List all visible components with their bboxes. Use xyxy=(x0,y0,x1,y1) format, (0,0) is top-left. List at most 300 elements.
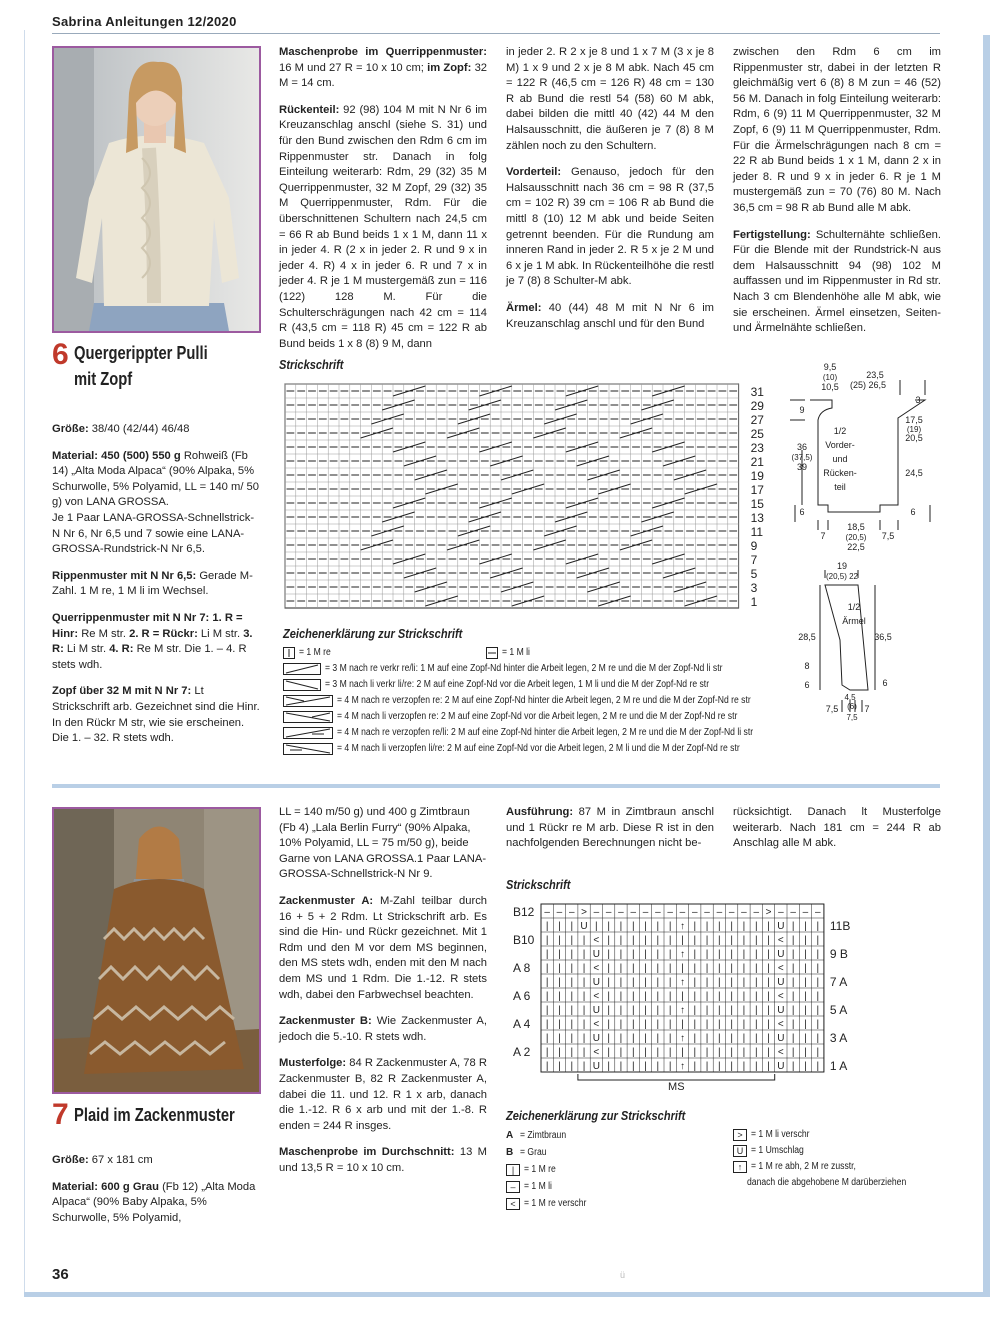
chart7-stitch: | xyxy=(742,1047,746,1058)
project-6-col1 xyxy=(52,422,260,758)
groesse-value: 38/40 (42/44) 46/48 xyxy=(91,423,190,435)
chart7-stitch: U xyxy=(777,1033,785,1044)
chart7-stitch: | xyxy=(816,949,820,960)
chart7-stitch: < xyxy=(593,963,600,974)
chart7-stitch: | xyxy=(804,991,807,1002)
project-6-legend-title: Zeichenerklärung zur Strickschrift xyxy=(283,626,463,641)
chart7-stitch: | xyxy=(545,1005,549,1016)
chart7-stitch: | xyxy=(619,977,623,988)
chart7-stitch: – xyxy=(790,907,796,918)
zopf-text: Lt Strickschrift arb. Gezeichnet sind die Hinr. In den Rückr M str, wie sie erscheinen. Die 1. – 32. R stets wdh. xyxy=(52,685,260,745)
chart7-stitch: | xyxy=(705,1019,709,1030)
cable-4-left-purl-symbol xyxy=(283,743,333,755)
chart6-row-number: 7 xyxy=(750,553,758,567)
p7-legend-dec xyxy=(733,1159,953,1175)
chart7-stitch: | xyxy=(668,1047,672,1058)
chart7-stitch: | xyxy=(607,1047,610,1058)
chart7-stitch: | xyxy=(816,991,820,1002)
chart7-stitch: | xyxy=(718,991,721,1002)
chart7-stitch: | xyxy=(693,991,697,1002)
label-querrippen: Querrippenmuster mit N Nr 7: 1. R = Hinr: xyxy=(52,611,243,640)
dim-bottom-75: 7,5 xyxy=(881,531,895,541)
chart7-stitch: ↑ xyxy=(679,921,685,932)
legend-row-c4 xyxy=(283,709,783,725)
chart7-stitch: | xyxy=(570,963,574,974)
sweater-photo xyxy=(52,46,261,333)
chart7-stitch: | xyxy=(668,1061,672,1072)
chart7-stitch: < xyxy=(777,935,784,946)
p7-label-folge: Musterfolge: xyxy=(279,1057,347,1070)
chart7-stitch: | xyxy=(791,963,795,974)
chart7-stitch: | xyxy=(619,1033,623,1044)
chart7-stitch: | xyxy=(619,963,623,974)
querrippen-text-g: Re M str. Die 1. – 4. R stets wdh. xyxy=(52,643,247,671)
chart7-stitch: – xyxy=(618,907,624,918)
legend-text-c2: = 3 M nach li verkr li/re: 2 M auf eine Zopf-Nd vor die Arbeit legen, 1 M li und die M der Zopf-Nd re str xyxy=(325,679,710,690)
zigzag-knitting-chart xyxy=(505,900,885,1098)
legend-row-c5 xyxy=(283,725,783,741)
chart7-stitch: | xyxy=(545,991,549,1002)
chart7-stitch: | xyxy=(619,1005,623,1016)
chart7-stitch: < xyxy=(593,935,600,946)
label-groesse: Größe: xyxy=(52,423,89,435)
chart7-stitch: | xyxy=(693,935,697,946)
chart7-stitch: | xyxy=(767,977,770,988)
chart7-stitch: | xyxy=(668,949,672,960)
chart7-stitch: | xyxy=(742,1005,746,1016)
legend-text-c1: = 3 M nach re verkr re/li: 1 M auf eine Zopf-Nd hinter die Arbeit legen, 2 M re und die M der Zopf-Nd li str xyxy=(325,663,723,674)
chart7-stitch: – xyxy=(605,907,612,918)
dim-left-6: 6 xyxy=(799,507,805,517)
chart7-left-label: A 2 xyxy=(513,1045,531,1059)
chart6-row-number: 9 xyxy=(750,539,758,553)
chart7-stitch: | xyxy=(705,977,709,988)
chart7-stitch: | xyxy=(668,963,672,974)
chart7-stitch: | xyxy=(730,963,733,974)
chart7-stitch: ↑ xyxy=(679,949,685,960)
chart7-stitch: | xyxy=(607,991,610,1002)
chart7-stitch: | xyxy=(607,963,610,974)
chart7-stitch: U xyxy=(777,949,785,960)
chart7-stitch: | xyxy=(816,963,820,974)
chart7-stitch: U xyxy=(580,921,588,932)
chart6-row-number: 23 xyxy=(750,441,764,455)
chart7-stitch: | xyxy=(582,1047,586,1058)
p7-label-groesse: Größe: xyxy=(52,1154,89,1166)
chart7-stitch: | xyxy=(804,921,807,932)
chart7-stitch: | xyxy=(767,991,770,1002)
chart7-stitch: – xyxy=(802,907,809,918)
sleeve-dim-bracket: (6) xyxy=(847,702,857,711)
querrippen-label-b: 2. R = Rückr: xyxy=(129,627,198,640)
chart7-stitch: | xyxy=(570,935,574,946)
project-7-col4 xyxy=(733,805,941,863)
chart7-stitch: – xyxy=(655,907,661,918)
chart7-stitch: | xyxy=(681,991,684,1002)
chart7-stitch: | xyxy=(730,1061,733,1072)
sleeve-dim-6r: 6 xyxy=(882,678,888,688)
chart7-stitch: < xyxy=(777,1047,784,1058)
project-6-legend xyxy=(283,645,783,757)
chart7-stitch: | xyxy=(742,949,746,960)
chart7-stitch: | xyxy=(619,1047,623,1058)
legend-row-re xyxy=(283,645,783,661)
chart7-stitch: | xyxy=(754,963,758,974)
chart7-stitch: | xyxy=(816,977,820,988)
chart7-stitch: | xyxy=(545,949,549,960)
chart7-stitch: – xyxy=(593,907,600,918)
chart7-stitch: < xyxy=(593,1047,600,1058)
p7-legend-text-li: = 1 M li xyxy=(524,1181,552,1192)
sleeve-dim-365: 36,5 xyxy=(874,632,892,642)
querrippen-label-f: 4. R: xyxy=(109,643,134,656)
chart7-stitch: | xyxy=(730,991,733,1002)
project-7-col1 xyxy=(52,1153,260,1237)
chart7-stitch: | xyxy=(693,963,697,974)
chart7-stitch: | xyxy=(718,1061,721,1072)
chart7-stitch: | xyxy=(656,1047,660,1058)
project-7-number: 7 xyxy=(52,1098,69,1131)
page-frame-bottom xyxy=(24,1292,990,1297)
chart7-stitch: – xyxy=(556,907,563,918)
chart7-stitch: | xyxy=(570,1047,574,1058)
chart7-stitch: | xyxy=(804,935,807,946)
chart7-stitch: > xyxy=(581,907,587,918)
p7-yarn-over-symbol: U xyxy=(733,1145,747,1157)
p7-ausf: 87 M in Zimtbraun anschl und 1 Rückr re M arb. Diese R ist in den nachfolgenden Berechnungen nicht be- xyxy=(506,806,714,850)
chart7-stitch: | xyxy=(754,921,758,932)
chart7-left-label: A 4 xyxy=(513,1017,531,1031)
chart7-stitch: | xyxy=(705,991,709,1002)
chart7-stitch: | xyxy=(681,1019,684,1030)
chart7-stitch: | xyxy=(718,977,721,988)
chart7-stitch: | xyxy=(545,977,549,988)
sleeve-dim-7: 7 xyxy=(864,704,870,714)
chart7-stitch: | xyxy=(791,921,795,932)
sleeve-dim-75b: 7,5 xyxy=(846,713,858,722)
chart7-stitch: | xyxy=(730,949,733,960)
chart7-stitch: – xyxy=(728,907,735,918)
chart7-stitch: | xyxy=(742,963,746,974)
cable-4-right-purl-symbol xyxy=(283,727,333,739)
chart7-stitch: | xyxy=(804,1005,807,1016)
legend-text-re: = 1 M re xyxy=(299,647,331,658)
chart7-stitch: | xyxy=(644,1033,647,1044)
p7-col2-start: LL = 140 m/50 g) und 400 g Zimtbraun (Fb 4) „Lala Berlin Furry“ (90% Alpaka, 10% Polyamid, LL = 75 m/50 g), beide Garne von LANA GROSSA.1 Paar LANA-GROSSA-Schnellstrick-N Nr 9. xyxy=(279,806,487,881)
chart7-right-label: 7 A xyxy=(829,975,848,989)
p7-legend-text-liverschr: = 1 M li verschr xyxy=(751,1129,810,1140)
chart7-stitch: | xyxy=(681,935,684,946)
cable-4-right-symbol xyxy=(283,695,333,707)
chart7-stitch: | xyxy=(730,977,733,988)
p7-label-probe: Maschenprobe im Durchschnitt: xyxy=(279,1146,455,1159)
col4-continuation: zwischen den Rdm 6 cm im Rippenmuster str, dabei in der letzten R gleichmäßig vert 6 (8) 8 M zun = 46 (52) 56 M. Danach in folg Einteilung weiterarb: Rdm, 6 (9) 11 M Querrippenmuster, 32 M Zopf, 6 (9) 11 M Querrippenmuster, Rdm. Für die Ärmelschrägungen nach 8 cm = 22 R ab Bund beids 1 x 1 M, dann 2 x in jeder 8. R und 9 x in jeder 6. R je 1 M mustergemäß zun = 70 (76) 80 M. Nach 36,5 cm = 98 R ab Bund alle M abk. xyxy=(733,46,941,214)
chart7-stitch: | xyxy=(767,935,770,946)
p7-zackenB: Wie Zackenmuster A, jedoch die 5.-10. R stets wdh. xyxy=(279,1015,487,1043)
chart7-stitch: U xyxy=(777,1005,785,1016)
chart7-stitch: ↑ xyxy=(679,1005,685,1016)
dim-top-b: (10) xyxy=(822,373,838,382)
page-frame-left xyxy=(24,30,25,1295)
dim-left-39: 39 xyxy=(796,462,808,472)
chart7-stitch: | xyxy=(644,1019,647,1030)
chart7-stitch: | xyxy=(582,935,586,946)
chart7-stitch: | xyxy=(558,1005,561,1016)
chart7-stitch: | xyxy=(767,921,770,932)
chart7-stitch: – xyxy=(691,907,698,918)
chart7-stitch: | xyxy=(718,1005,721,1016)
chart6-row-number: 27 xyxy=(750,413,764,427)
project-6-title-line2: mit Zopf xyxy=(73,369,132,389)
chart7-stitch: | xyxy=(681,1047,684,1058)
chart7-stitch: | xyxy=(644,977,647,988)
chart7-stitch: | xyxy=(570,949,574,960)
chart7-stitch: | xyxy=(791,1047,795,1058)
p7-legend-li xyxy=(506,1178,726,1195)
chart7-stitch: ↑ xyxy=(679,1061,685,1072)
chart7-stitch: U xyxy=(777,977,785,988)
chart7-stitch: | xyxy=(656,1033,660,1044)
chart7-stitch: | xyxy=(558,963,561,974)
fertigstellung-text: Schulternähte schließen. Für die Blende mit der Rundstrick-N aus dem Halsausschnitt 94 (98) 102 M auffassen und im Rippenmuster in Rd str. Nach 3 cm Blendenhöhe alle M abk, wie sie erscheinen. Ärmel einsetzen, Seiten- und Ärmelnähte schließen. xyxy=(733,228,942,335)
chart7-stitch: | xyxy=(668,1005,672,1016)
chart7-stitch: | xyxy=(754,949,758,960)
chart7-stitch: | xyxy=(705,921,709,932)
chart7-stitch: | xyxy=(545,1019,549,1030)
body-label-3: und xyxy=(832,454,848,464)
chart7-right-label: 5 A xyxy=(829,1003,848,1017)
sleeve-label-2: Ärmel xyxy=(842,616,866,626)
p7-double-decrease-symbol: ↑ xyxy=(733,1161,747,1173)
chart7-right-label: 9 B xyxy=(829,947,848,961)
chart7-stitch: | xyxy=(791,949,795,960)
p7-material: (Fb 12) „Alta Moda Alpaca“ (90% Baby Alpaka, 5% Schurwolle, 5% Polyamid, xyxy=(52,1180,256,1224)
chart7-stitch: | xyxy=(545,1033,549,1044)
chart7-stitch: | xyxy=(742,1033,746,1044)
querrippen-label-d: 3. R: xyxy=(52,627,253,656)
chart7-stitch: | xyxy=(668,977,672,988)
chart7-left-label: B12 xyxy=(513,905,535,919)
chart7-stitch: | xyxy=(767,963,770,974)
vorderteil-text: Genauso, jedoch für den Halsausschnitt nach 36 cm = 98 R (37,5 cm = 102 R) 39 cm = 106 R ab Bund die mittl 8 (10) 12 M abk und beide Seiten getrennt beenden. Für die Rundung am inneren Rand in jeder 2. R 5 x je 2 M und 6 x je 1 M abk. In Rückenteilhöhe die restl je 7 (8) 8 Schulter-M abk. xyxy=(506,166,714,288)
dim-top-d: 23,5 xyxy=(866,370,884,380)
project-6-title-line1: Quergerippter Pulli xyxy=(73,343,208,363)
chart7-stitch: | xyxy=(644,1047,647,1058)
dim-right-6: 6 xyxy=(910,507,916,517)
chart7-stitch: | xyxy=(681,963,684,974)
chart7-stitch: | xyxy=(656,963,660,974)
sleeve-dim-2022: (20,5) 22 xyxy=(825,572,859,581)
chart7-stitch: | xyxy=(804,963,807,974)
chart7-stitch: | xyxy=(558,991,561,1002)
chart7-stitch: | xyxy=(693,1047,697,1058)
ms-label: MS xyxy=(668,1081,685,1093)
chart7-stitch: – xyxy=(716,907,723,918)
chart7-stitch: | xyxy=(742,935,746,946)
chart7-stitch: | xyxy=(816,1019,820,1030)
chart7-stitch: | xyxy=(791,977,795,988)
chart7-stitch: | xyxy=(791,1019,795,1030)
chart6-row-number: 25 xyxy=(750,427,764,441)
chart7-stitch: | xyxy=(582,949,586,960)
chart7-stitch: | xyxy=(767,949,770,960)
dim-left-37: (37,5) xyxy=(791,453,813,462)
chart7-stitch: U xyxy=(777,921,785,932)
chart7-stitch: | xyxy=(582,991,586,1002)
chart7-stitch: | xyxy=(754,1047,758,1058)
chart7-stitch: | xyxy=(570,991,574,1002)
material-needles: Je 1 Paar LANA-GROSSA-Schnellstrick-N Nr 6, Nr 6,5 und 7 sowie eine LANA-GROSSA-Rundstrick-N Nr 6,5. xyxy=(52,511,255,556)
chart7-stitch: | xyxy=(705,963,709,974)
chart7-stitch: | xyxy=(631,949,635,960)
chart7-stitch: | xyxy=(619,1019,623,1030)
chart7-stitch: – xyxy=(642,907,649,918)
chart7-stitch: | xyxy=(705,1033,709,1044)
chart7-stitch: ↑ xyxy=(679,1033,685,1044)
chart7-left-label: B10 xyxy=(513,933,535,947)
dim-right-b: (19) xyxy=(906,425,922,434)
page-frame-right xyxy=(983,35,990,1297)
chart7-stitch: | xyxy=(705,1005,709,1016)
header-rule xyxy=(52,33,940,34)
chart7-stitch: | xyxy=(804,1019,807,1030)
sleeve-dim-8: 8 xyxy=(804,661,810,671)
legend-text-li: = 1 M li xyxy=(501,647,530,658)
chart7-stitch: | xyxy=(693,949,697,960)
chart6-row-number: 17 xyxy=(750,483,764,497)
rueckenteil-text: 92 (98) 104 M mit N Nr 6 im Kreuzanschlag anschl (siehe S. 31) und für den Bund zwischen den Rdm 6 cm im Rippenmuster str. Danach in folg Einteilung weiterarb: Rdm, 29 (32) 35 M Querrippenmuster, 32 M Zopf, 29 (32) 35 M Querrippenmuster, Rdm. Für die überschnittenen Schultern nach 24,5 cm = 66 R ab Bund beids 1 x 1 M, dann 11 x in jeder 4. R (2 x in jeder 2. R und 9 x in jeder 4. R) 4 x in jeder 6. R und 7 x in jeder 4. R je 1 M mustergemäß zun = 116 (122) 128 M. Für die Schulterschrägungen nach 42 cm = 114 R (43,5 cm = 118 R) 45 cm = 122 R ab Bund beids 1 x 8 (8) 9 M, dann xyxy=(279,103,488,350)
chart7-stitch: | xyxy=(668,921,672,932)
chart7-stitch: | xyxy=(570,977,574,988)
chart7-stitch: | xyxy=(644,1061,647,1072)
cable-3-right-symbol xyxy=(283,663,321,675)
p7-label-zackenB: Zackenmuster B: xyxy=(279,1015,372,1028)
p7-legend-text-B: = Grau xyxy=(520,1147,547,1158)
chart6-row-number: 11 xyxy=(750,525,764,539)
chart7-stitch: | xyxy=(705,1061,709,1072)
chart7-stitch: | xyxy=(582,1019,586,1030)
chart7-stitch: | xyxy=(730,935,733,946)
chart6-row-number: 31 xyxy=(750,385,764,399)
project-7-title xyxy=(52,1100,270,1130)
chart7-stitch: | xyxy=(656,935,660,946)
chart7-stitch: | xyxy=(816,1033,820,1044)
chart7-stitch: | xyxy=(656,1019,660,1030)
rippenmuster-text: Gerade M-Zahl. 1 M re, 1 M li im Wechsel. xyxy=(52,569,253,598)
section-divider xyxy=(52,784,940,788)
purl-stitch-symbol xyxy=(486,647,498,659)
chart7-stitch: | xyxy=(558,935,561,946)
chart7-stitch: | xyxy=(631,1005,635,1016)
chart7-stitch: | xyxy=(644,921,647,932)
material-text: Rohweiß (Fb 14) „Alta Moda Alpaca“ (90% Alpaka, 5% Schurwolle, 5% Polyamid, LL = 140 m/ 50 g) von LANA GROSSA. xyxy=(52,449,259,509)
project-7-legend-title: Zeichenerklärung zur Strickschrift xyxy=(506,1108,686,1123)
p7-label-zackenA: Zackenmuster A: xyxy=(279,894,374,907)
label-maschenprobe: Maschenprobe im Querrippenmuster: xyxy=(279,46,487,58)
chart7-stitch: | xyxy=(668,1033,672,1044)
chart7-stitch: | xyxy=(656,921,660,932)
chart7-stitch: | xyxy=(791,1033,795,1044)
chart7-stitch: | xyxy=(631,963,635,974)
chart7-stitch: | xyxy=(791,935,795,946)
dim-right-c: 20,5 xyxy=(905,433,923,443)
p7-legend-A xyxy=(506,1127,726,1144)
label-maschenprobe-zopf: im Zopf: xyxy=(427,61,472,74)
chart7-stitch: ↑ xyxy=(679,977,685,988)
aermel-text: 40 (44) 48 M mit N Nr 6 im Kreuzanschlag anschl und für den Bund xyxy=(506,301,714,330)
chart7-stitch: – xyxy=(630,907,637,918)
label-fertigstellung: Fertigstellung: xyxy=(733,228,811,241)
cable-knitting-chart xyxy=(283,382,764,612)
chart7-stitch: | xyxy=(545,921,549,932)
project-7-legend-left xyxy=(506,1127,726,1212)
p7-legend-text-A: = Zimtbraun xyxy=(520,1130,567,1141)
chart7-stitch: | xyxy=(816,1061,820,1072)
dim-right-a: 17,5 xyxy=(905,415,923,425)
chart7-stitch: | xyxy=(816,921,820,932)
chart7-stitch: | xyxy=(705,949,709,960)
chart7-stitch: | xyxy=(644,935,647,946)
chart7-stitch: | xyxy=(558,949,561,960)
p7-legend-text-dec: = 1 M re abh, 2 M re zusstr, xyxy=(751,1161,856,1172)
legend-text-c3: = 4 M nach re verzopfen re: 2 M auf eine Zopf-Nd hinter die Arbeit legen, 2 M re und die M der Zopf-Nd re str xyxy=(337,695,751,706)
chart7-stitch: | xyxy=(545,1047,549,1058)
chart7-stitch: U xyxy=(592,949,600,960)
chart7-stitch: | xyxy=(631,1047,635,1058)
chart7-stitch: | xyxy=(767,1033,770,1044)
chart7-stitch: | xyxy=(767,1061,770,1072)
chart7-stitch: | xyxy=(631,977,635,988)
sleeve-dim-6: 6 xyxy=(804,680,810,690)
chart7-stitch: | xyxy=(693,1061,697,1072)
chart7-stitch: | xyxy=(558,1019,561,1030)
chart7-stitch: | xyxy=(545,1061,549,1072)
chart7-stitch: | xyxy=(631,1061,635,1072)
chart7-stitch: | xyxy=(804,1033,807,1044)
chart7-stitch: | xyxy=(791,1061,795,1072)
chart6-row-number: 15 xyxy=(750,497,764,511)
chart7-stitch: – xyxy=(741,907,747,918)
p7-purl-symbol: – xyxy=(506,1181,520,1193)
legend-row-c6 xyxy=(283,741,783,757)
plaid-photo xyxy=(52,807,261,1094)
legend-text-c5: = 4 M nach re verzopfen re/li: 2 M auf eine Zopf-Nd hinter die Arbeit legen, 2 M re und die M der Zopf-Nd li str xyxy=(337,727,754,738)
chart7-stitch: | xyxy=(619,921,623,932)
p7-legend-umschlag xyxy=(733,1143,953,1159)
label-material: Material: 450 (500) 550 g xyxy=(52,449,181,462)
chart7-stitch: | xyxy=(816,1047,820,1058)
chart7-stitch: | xyxy=(668,1019,672,1030)
chart7-stitch: | xyxy=(619,1061,623,1072)
chart7-left-label: A 8 xyxy=(513,961,531,975)
chart7-stitch: | xyxy=(582,1033,586,1044)
label-zopf: Zopf über 32 M mit N Nr 7: xyxy=(52,685,192,698)
p7-legend-code-B: B xyxy=(506,1147,514,1158)
chart7-stitch: | xyxy=(582,1061,586,1072)
p7-folge: 84 R Zackenmuster A, 78 R Zackenmuster B, 82 R Zackenmuster A, dabei die 11. und 12. R 1 x arb, danach die 1.-12. R 6 x arb und mit der 1.-8. R enden = 244 R insges. xyxy=(279,1057,488,1132)
chart7-stitch: < xyxy=(593,1019,600,1030)
dim-right-24: 24,5 xyxy=(905,468,923,478)
garment-schematic xyxy=(780,360,940,730)
chart7-stitch: | xyxy=(607,935,610,946)
dim-left-36: 36 xyxy=(796,442,808,452)
chart6-row-number: 29 xyxy=(750,399,764,413)
chart7-stitch: | xyxy=(644,963,647,974)
body-label-5: teil xyxy=(834,482,846,492)
cable-4-left-symbol xyxy=(283,711,333,723)
project-7-col3 xyxy=(506,805,714,863)
dim-top-e: (25) 26,5 xyxy=(849,380,887,390)
